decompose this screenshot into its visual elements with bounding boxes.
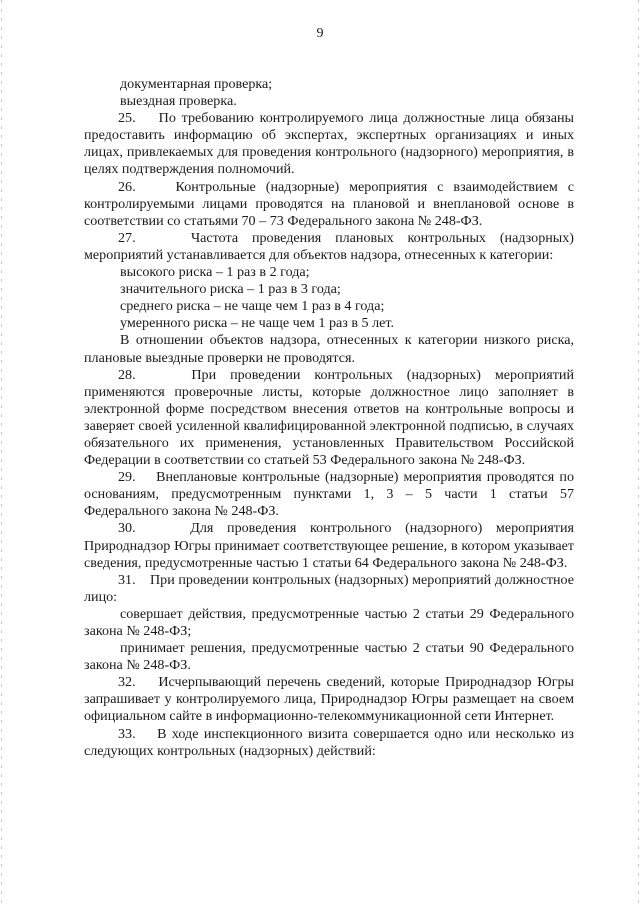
paragraph-moderate-risk: умеренного риска – не чаще чем 1 раз в 5 лет. — [120, 315, 395, 332]
paragraph-field-check: выездная проверка. — [120, 93, 237, 110]
paragraph-26: 26. Контрольные (надзорные) мероприятия с взаимодействием с контролируемыми лицами проводятся на плановой и внеплановой основе в соответствии со статьями 70 – 73 Федерального закона № 248-ФЗ. — [84, 178, 574, 229]
scan-edge-left — [1, 0, 2, 905]
paragraph-27: 27. Частота проведения плановых контрольных (надзорных) мероприятий устанавливается для объектов надзора, отнесенных к категории: — [84, 229, 574, 263]
paragraph-31-decisions: принимает решения, предусмотренные частью 2 статьи 90 Федерального закона № 248-ФЗ. — [84, 640, 574, 674]
paragraph-high-risk: высокого риска – 1 раз в 2 года; — [120, 264, 310, 281]
paragraph-32: 32. Исчерпывающий перечень сведений, которые Природнадзор Югры запрашивает у контролируемого лица, Природнадзор Югры размещает на своем официальном сайте в информационно-телекоммуникационной сети Интернет. — [84, 674, 574, 725]
paragraph-29: 29. Внеплановые контрольные (надзорные) мероприятия проводятся по основаниям, предусмотренным пунктами 1, 3 – 5 части 1 статьи 57 Федерального закона № 248-ФЗ. — [84, 469, 574, 520]
scan-edge-right — [638, 0, 639, 905]
paragraph-31-actions: совершает действия, предусмотренные частью 2 статьи 29 Федерального закона № 248-ФЗ; — [84, 605, 574, 639]
paragraph-25: 25. По требованию контролируемого лица должностные лица обязаны предоставить информацию об экспертах, экспертных организациях и иных лицах, привлекаемых для проведения контрольного (надзорного) мероприятия, в целях подтверждения полномочий. — [84, 110, 574, 178]
paragraph-28: 28. При проведении контрольных (надзорных) мероприятий применяются проверочные листы, которые должностное лицо заполняет в электронной форме посредством внесения ответов на контрольные вопросы и заверяет своей усиленной квалифицированной электронной подписью, в случаях обязательного их применения, установленных Правительством Российской Федерации в соответствии со статьей 53 Федерального закона № 248-ФЗ. — [84, 366, 574, 469]
page-number: 9 — [316, 26, 324, 41]
paragraph-33: 33. В ходе инспекционного визита совершается одно или несколько из следующих контрольных (надзорных) действий: — [84, 725, 574, 759]
paragraph-medium-risk: среднего риска – не чаще чем 1 раз в 4 года; — [120, 298, 385, 315]
paragraph-30: 30. Для проведения контрольного (надзорного) мероприятия Природнадзор Югры принимает соответствующее решение, в котором указывает сведения, предусмотренные частью 1 статьи 64 Федерального закона № 248-ФЗ. — [84, 520, 574, 571]
paragraph-low-risk: В отношении объектов надзора, отнесенных к категории низкого риска, плановые выездные проверки не проводятся. — [84, 332, 574, 366]
document-body — [84, 76, 574, 760]
paragraph-31: 31. При проведении контрольных (надзорных) мероприятий должностное лицо: — [84, 571, 574, 605]
paragraph-doc-check: документарная проверка; — [120, 76, 273, 92]
paragraph-significant-risk: значительного риска – 1 раз в 3 года; — [120, 281, 341, 298]
